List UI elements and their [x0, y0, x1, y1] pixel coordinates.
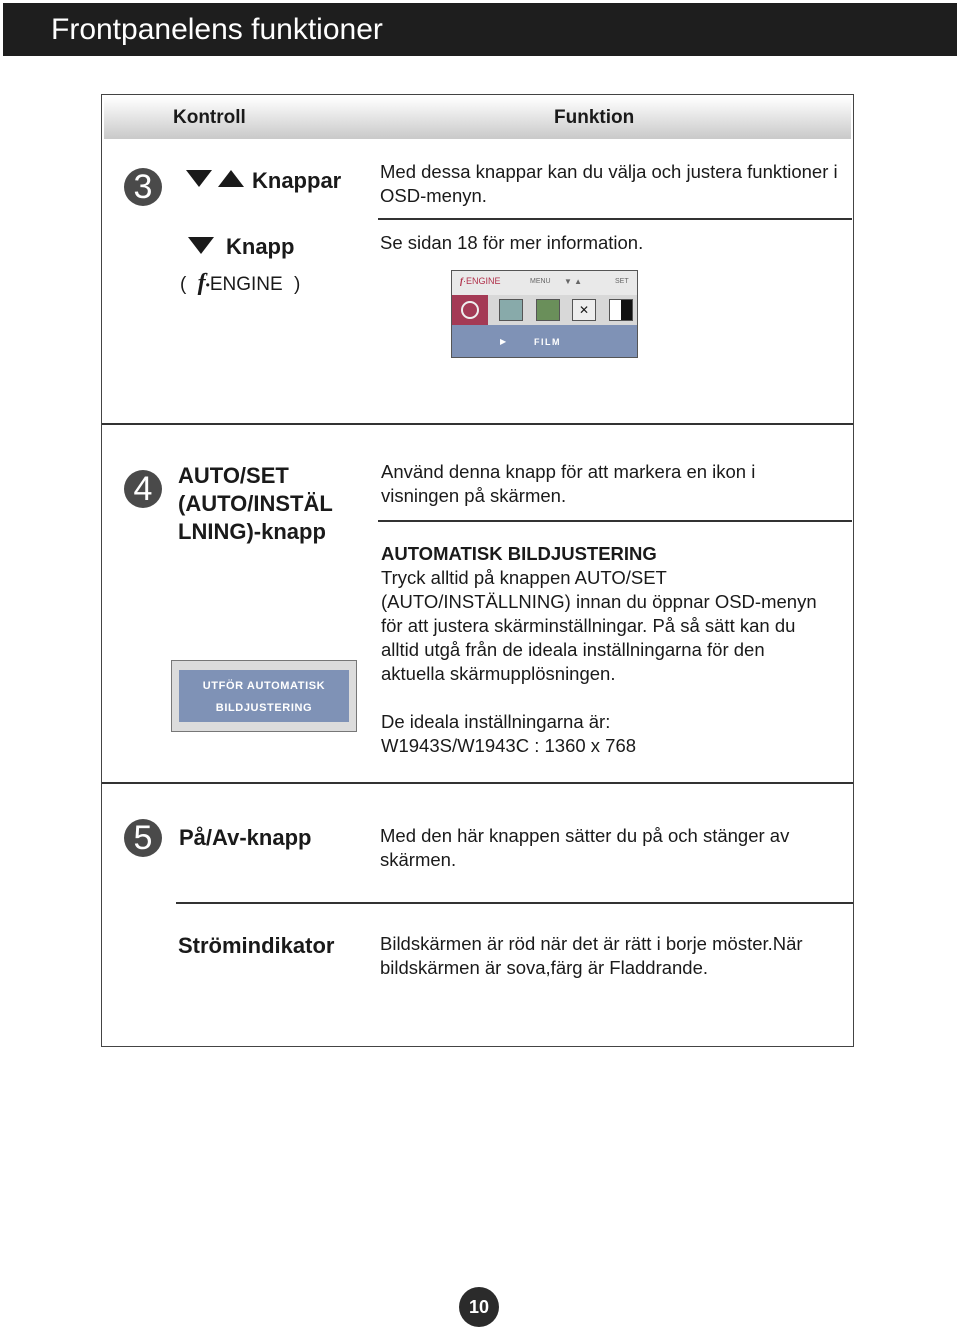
auto-set-description: Använd denna knapp för att markera en ikon i visningen på skärmen. — [381, 461, 756, 506]
table-header — [104, 97, 851, 139]
osd-picture-icon — [536, 299, 560, 321]
power-button-description: Med den här knappen sätter du på och stänger av skärmen. — [380, 825, 790, 870]
engine-close-paren: ) — [293, 274, 301, 295]
f-engine-icon: f — [197, 270, 206, 296]
osd-cancel-icon: ✕ — [572, 299, 596, 321]
divider-row5-sub — [176, 902, 853, 904]
header-bar — [3, 3, 957, 56]
engine-open-paren: ( — [180, 274, 187, 295]
triangle-down-icon — [186, 170, 212, 187]
auto-set-label: AUTO/SET (AUTO/INSTÄL LNING)-knapp — [178, 463, 333, 544]
buttons-label: Knappar — [252, 168, 342, 193]
page-title: Frontpanelens funktioner — [51, 13, 383, 46]
triangle-down-icon — [188, 237, 214, 254]
ideal-settings: De ideala inställningarna är: W1943S/W1943C : 1360 x 768 — [381, 711, 637, 756]
auto-adjust-section: AUTOMATISK BILDJUSTERING Tryck alltid på knappen AUTO/SET (AUTO/INSTÄLLNING) innan du öppnar OSD-menyn för att justera skärminställningar. På så sätt kan du alltid utgå från de ideala inställningarna för den aktuella skärmupplösningen. — [381, 543, 817, 684]
engine-label: ( f•ENGINE ) — [180, 270, 301, 296]
number-4-badge: 4 — [124, 470, 162, 508]
number-3-badge: 3 — [124, 168, 162, 206]
osd-contrast-icon — [609, 299, 633, 321]
column-header-control: Kontroll — [173, 107, 246, 128]
osd-engine-screenshot: f·ENGINE MENU ▼ ▲ SET ✕ ▶ FILM — [451, 270, 638, 358]
osd-auto-line2: BILDJUSTERING — [215, 702, 313, 714]
osd-film-icon — [461, 301, 479, 319]
down-up-arrows-icon — [186, 170, 244, 192]
number-5-badge: 5 — [124, 819, 162, 857]
osd-arrows-icon: ▼ ▲ — [564, 277, 583, 286]
power-button-label: På/Av-knapp — [179, 825, 312, 850]
osd-set-label: SET — [615, 278, 629, 285]
auto-adjust-heading: AUTOMATISK BILDJUSTERING — [381, 543, 657, 564]
osd-menu-label: MENU — [530, 278, 551, 285]
divider-row4-row5 — [102, 782, 853, 784]
power-indicator-label: Strömindikator — [178, 933, 335, 958]
power-indicator-description: Bildskärmen är röd när det är rätt i borje möster.När bildskärmen är sova,färg är Fladdrande. — [380, 933, 803, 978]
triangle-up-icon — [218, 170, 244, 187]
knapp-label: Knapp — [226, 234, 295, 259]
osd-engine-label: ENGINE — [466, 276, 501, 286]
osd-film-label: FILM — [534, 337, 561, 347]
buttons-description: Med dessa knappar kan du välja och justera funktioner i OSD-menyn. — [380, 161, 838, 206]
osd-globe-icon — [499, 299, 523, 321]
osd-play-icon: ▶ — [500, 337, 507, 346]
page-number: 10 — [459, 1287, 499, 1327]
osd-auto-line1: UTFÖR AUTOMATISK — [202, 680, 326, 692]
knapp-description: Se sidan 18 för mer information. — [380, 232, 644, 253]
column-header-function: Funktion — [554, 107, 635, 128]
osd-auto-adjust-screenshot — [171, 660, 357, 732]
down-arrow-icon — [188, 237, 214, 259]
divider-row4-sub — [378, 520, 852, 522]
divider-row3-row4 — [102, 423, 853, 425]
engine-text: ENGINE — [209, 274, 283, 295]
divider-row3-sub — [378, 218, 852, 220]
